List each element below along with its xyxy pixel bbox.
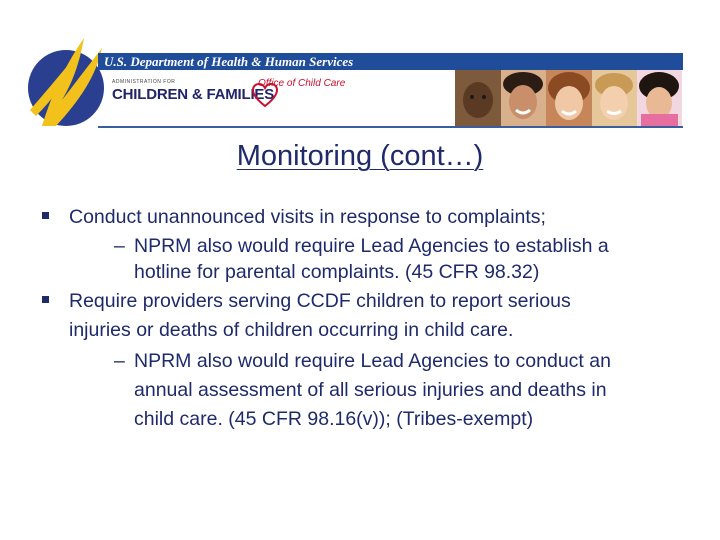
sub-bullet-marker: – — [114, 235, 125, 257]
child-photo-4 — [592, 70, 637, 127]
children-photo-strip — [455, 70, 682, 127]
child-photo-3 — [546, 70, 592, 127]
list-item: Require providers serving CCDF children to report serious — [69, 290, 571, 312]
acf-logo-text: CHILDREN & FAMILIES — [112, 86, 275, 103]
child-photo-5 — [637, 70, 682, 127]
list-item: Conduct unannounced visits in response to complaints; — [69, 206, 546, 228]
sub-list-item: NPRM also would require Lead Agencies to establish a — [134, 235, 609, 257]
admin-for-label: ADMINISTRATION FOR — [112, 79, 176, 85]
child-photo-1 — [455, 70, 501, 127]
list-item: injuries or deaths of children occurring in child care. — [69, 319, 514, 341]
child-photo-2 — [501, 70, 546, 127]
bullet-marker-icon — [42, 212, 49, 219]
sub-list-item: annual assessment of all serious injuries and deaths in — [134, 379, 607, 401]
page-title: Monitoring (cont…) — [236, 140, 484, 172]
sub-list-item: child care. (45 CFR 98.16(v)); (Tribes-exempt) — [134, 408, 534, 430]
department-name: U.S. Department of Health & Human Services — [104, 54, 354, 69]
hhs-eagle-logo-icon — [22, 30, 110, 130]
bullet-marker-icon — [42, 296, 49, 303]
occ-logo-text: Office of Child Care — [258, 78, 346, 89]
header-rule — [98, 126, 683, 128]
header-banner — [0, 0, 720, 135]
sub-bullet-marker: – — [114, 350, 125, 372]
sub-list-item: NPRM also would require Lead Agencies to conduct an — [134, 350, 611, 372]
sub-list-item: hotline for parental complaints. (45 CFR 98.32) — [134, 261, 540, 283]
